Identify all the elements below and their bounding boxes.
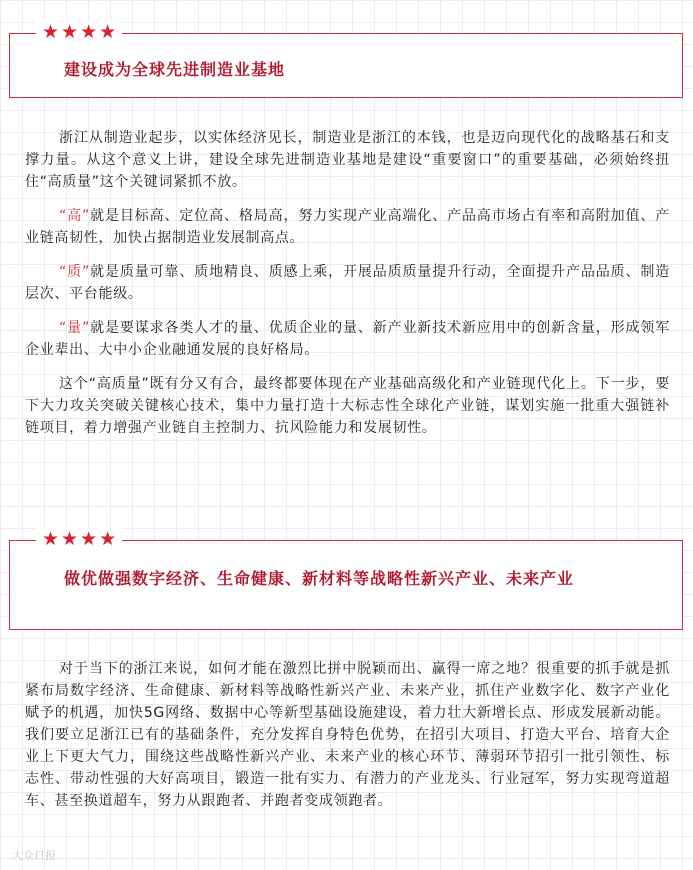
paragraph [25,658,670,812]
star-icon: ★ [80,528,98,550]
paragraph [25,373,670,439]
star-icon: ★ [61,528,79,550]
star-icon: ★ [99,528,117,550]
paragraph-text: 就是质量可靠、质地精良、质感上乘，开展品质质量提升行动，全面提升产品品质、制造层次、平台能级。 [25,264,670,302]
star-icon: ★ [80,21,98,43]
paragraph [25,261,670,305]
star-decoration [36,528,122,550]
section-body [25,127,670,451]
section-body [25,658,670,824]
star-icon: ★ [42,21,60,43]
section-heading-box [9,528,683,630]
paragraph [25,317,670,361]
star-icon: ★ [61,21,79,43]
highlight-term: “高” [59,208,90,224]
star-icon: ★ [42,528,60,550]
paragraph-text: 就是要谋求各类人才的量、优质企业的量、新产业新技术新应用中的创新含量，形成领军企业辈出、大中小企业融通发展的良好格局。 [25,320,670,358]
highlight-term: “量” [59,320,90,336]
star-icon: ★ [99,21,117,43]
paragraph-text: 浙江从制造业起步，以实体经济见长，制造业是浙江的本钱，也是迈向现代化的战略基石和支撑力量。从这个意义上讲，建设全球先进制造业基地是建设“重要窗口”的重要基础，必须始终扭住“高质量”这个关键词紧抓不放。 [25,130,670,190]
paragraph [25,127,670,193]
paragraph-text: 对于当下的浙江来说，如何才能在激烈比拼中脱颖而出、赢得一席之地？很重要的抓手就是抓紧布局数字经济、生命健康、新材料等战略性新兴产业、未来产业，抓住产业数字化、数字产业化赋予的机遇，加快5G网络、数据中心等新型基础设施建设，着力壮大新增长点、形成发展新动能。我们要立足浙江已有的基础条件，充分发挥自身特色优势，在招引大项目、打造大平台、培育大企业上下更大气力，围绕这些战略性新兴产业、未来产业的核心环节、薄弱环节招引一批引领性、标志性、带动性强的大好高项目，锻造一批有实力、有潜力的产业龙头、行业冠军，努力实现弯道超车、甚至换道超车，努力从跟跑者、并跑者变成领跑者。 [25,661,670,809]
paragraph-text: 这个“高质量”既有分又有合，最终都要体现在产业基础高级化和产业链现代化上。下一步，要下大力攻关突破关键核心技术，集中力量打造十大标志性全球化产业链，谋划实施一批重大强链补链项目，着力增强产业链自主控制力、抗风险能力和发展韧性。 [25,376,670,436]
highlight-term: “质” [59,264,90,280]
section-heading-box [9,21,683,98]
paragraph-text: 就是目标高、定位高、格局高，努力实现产业高端化、产品高市场占有率和高附加值、产业链高韧性，加快占据制造业发展制高点。 [25,208,670,246]
section-heading: 做优做强数字经济、生命健康、新材料等战略性新兴产业、未来产业 [64,569,575,588]
watermark: 大众日报 [12,849,56,862]
star-decoration [36,21,122,43]
paragraph [25,205,670,249]
section-heading: 建设成为全球先进制造业基地 [64,60,286,79]
